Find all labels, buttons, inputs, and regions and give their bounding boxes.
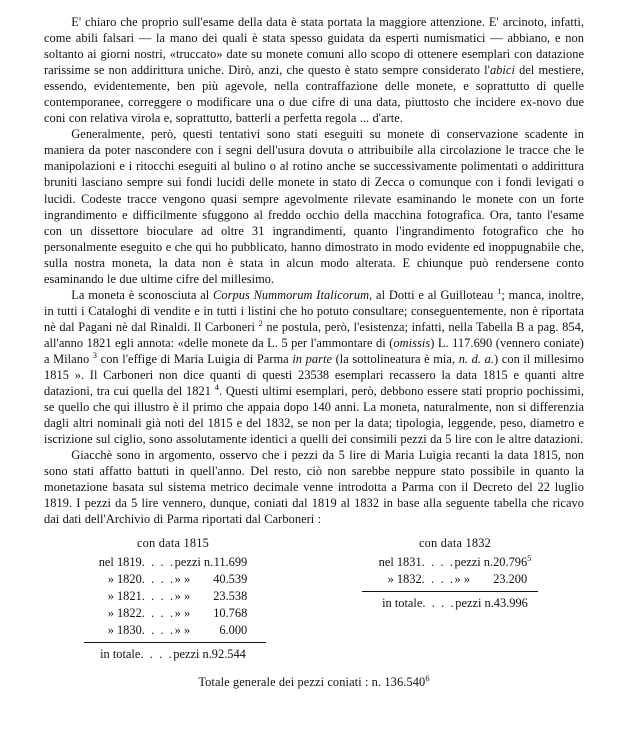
emphasis-in-parte: in parte [292, 351, 333, 366]
row-label: pezzi n. [454, 554, 494, 569]
total-dots: . . . . [140, 647, 174, 662]
footnote-ref-1: 1 [497, 285, 502, 296]
footnote-ref-5: 5 [527, 552, 532, 563]
row-dots: . . . . [141, 589, 175, 604]
table-1832-rows [379, 554, 532, 588]
table-total-row [100, 646, 246, 663]
row-dots: . . . . [141, 571, 175, 586]
row-label: pezzi n. [174, 554, 214, 569]
table-row [99, 622, 248, 639]
row-dots: . . . . [421, 554, 455, 569]
row-label: » » [174, 623, 191, 638]
row-year: » 1830 [107, 623, 142, 638]
table-row [379, 554, 532, 571]
row-value: 6.000 [219, 623, 248, 638]
row-value: 10.768 [213, 606, 248, 621]
table-1815-rule [84, 642, 266, 643]
row-dots: . . . . [141, 623, 175, 638]
row-value: 11.699 [213, 554, 248, 569]
footnote-ref-4: 4 [214, 381, 219, 392]
table-row [99, 571, 248, 588]
table-1832-total [382, 595, 528, 612]
table-1832 [326, 536, 584, 664]
row-year: nel 1819 [98, 554, 142, 569]
row-dots: . . . . [141, 606, 175, 621]
footnote-ref-6: 6 [425, 672, 430, 683]
table-1815-caption: con data 1815 [136, 535, 210, 550]
total-unit: pezzi n. [173, 647, 212, 662]
row-label: » » [174, 606, 191, 621]
total-value: 92.544 [211, 647, 246, 662]
row-year: nel 1831 [378, 554, 422, 569]
row-year: » 1822 [107, 606, 142, 621]
table-row [99, 605, 248, 622]
row-value: 20.796 [493, 554, 528, 569]
paragraph-4: Giacchè sono in argomento, osservo che i pezzi da 5 lire di Maria Luigia recanti la data 1815, non sono stati affatto battuti in quell'anno. Del resto, ciò non sarebbe neppure stato possibile in quanto la monetazione basata sul sistema metrico decimale venne introdotta a Parma con il Decreto del 22 luglio 1819. I pezzi da 5 lire vennero, dunque, coniati dal 1819 al 1832 in base alla seguente tabella che ricavo dai dati dell'Archivio di Parma riportati dal Carboneri : [44, 448, 584, 527]
total-value: 43.996 [493, 596, 528, 611]
paragraph-1: E' chiaro che proprio sull'esame della data è stata portata la maggiore attenzione. E' arcinoto, infatti, come abili falsari — la mano dei quali è stata spesso guidata da esperti numismatici — abbiano, e non soltanto ai giorni nostri, «truccato» date su monete comuni allo scopo di ottenere esemplari con datazione rarissime se non addirittura uniche. Dirò, anzi, che questo è stato sempre considerato l'abici del mestiere, essendo, evidentemente, ben più agevole, nella contraffazione delle monete, e soprattutto di quelle contemporanee, correggere o modificare una o due cifre di una data, piuttosto che incidere ex-novo due coni con relativa virola e, soprattutto, batterli a perfetta regola ... d'arte. [44, 15, 585, 126]
emphasis-omissis: omissis [393, 335, 431, 350]
table-1815-total [100, 646, 246, 663]
paragraph-2: Generalmente, però, questi tentativi sono stati eseguiti su monete di conservazione scadente in maniera da poter nascondere con i segni dell'usura dovuta o attribuibile alla circolazione le tracce che le manipolazioni e i ritocchi eseguiti al bulino o al rotino anche se successivamente polimentati o addirittura bruniti lasciano sempre sui fondi lucidi delle monete in stato di Zecca o comunque con i fondi levigati o lucidi. Codeste tracce vengono quasi sempre agevolmente rilevate esaminando le monete con un forte ingrandimento e difficilmente sfuggono al freddo occhio della macchina fotografica. Ora, tanto l'esame con un dissettore bioculare ad oltre 31 ingrandimenti, quanto l'ingrandimento fotografico che ho personalmente eseguito e che qui ho pubblicato, hanno dimostrato in modo evidente ed inoppugnabile che, sulla nostra moneta, la data non è stata in alcun modo alterata. E chiunque può rendersene conto esaminando le due ultime cifre del millesimo. [44, 127, 584, 286]
row-year: » 1821 [107, 589, 142, 604]
total-dots: . . . . [422, 596, 456, 611]
row-label: » » [174, 571, 191, 586]
emphasis-corpus: Corpus Nummorum Italicorum [213, 287, 370, 302]
table-total-row [382, 595, 528, 612]
table-1832-rule [362, 591, 538, 592]
table-1815-rows [99, 554, 248, 639]
table-1815 [44, 536, 302, 664]
table-row [99, 588, 248, 605]
row-label: » » [454, 571, 471, 586]
row-label: » » [174, 589, 191, 604]
footnote-ref-3: 3 [92, 349, 98, 360]
row-year: » 1820 [107, 571, 142, 586]
row-value: 23.200 [493, 571, 528, 586]
row-year: » 1832 [387, 571, 422, 586]
row-value: 40.539 [213, 571, 248, 586]
total-label: in totale [382, 596, 423, 611]
grand-total-text: Totale generale dei pezzi coniati : n. 136.540 [198, 675, 426, 690]
table-1832-caption: con data 1832 [418, 535, 492, 550]
emphasis-abici: abici [489, 63, 515, 78]
table-row [379, 571, 532, 588]
coinage-tables [44, 536, 584, 664]
paragraph-3: La moneta è sconosciuta al Corpus Nummorum Italicorum, al Dotti e al Guilloteau $^1$; manca, inoltre, in tutti i Cataloghi di vendite e in tutti i listini che ho potuto consultare; conseguentemente, non è riportata nè dal Pagani nè dal Rinaldi. Il Carboneri $^2$ ne postula, però, l'esistenza; infatti, nella Tabella B a pag. 854, all'anno 1821 egli annota: «delle monete da L. 5 per l'ammontare di (omissis) L. 117.690 (vennero coniate) a Milano $^3$ con l'effige di Maria Luigia di Parma in parte (la sottolineatura è mia, n. d. a.) con il millesimo 1815 ». Il Carboneri non dice quanti di questi 23538 esemplari recassero la data 1815 e quanti altre datazioni, tra cui quella del 1821 $^4$. Questi ultimi esemplari, però, debbono essere stati proprio pochissimi, se quello che qui illustro è il primo che appaia dopo 140 anni. La moneta, naturalmente, non si differenzia dagli altri nominali già noti del 1815 e del 1832, se non per la data; tipologia, leggende, peso, diametro e iscrizione sul ciglio, sono assolutamente identici a quelli dei consimili pezzi da 5 lire con le altre datazioni. [44, 285, 584, 447]
total-label: in totale [100, 647, 141, 662]
total-unit: pezzi n. [455, 596, 494, 611]
row-dots: . . . . [421, 571, 455, 586]
footnote-ref-2: 2 [258, 317, 263, 328]
row-value: 23.538 [213, 589, 248, 604]
table-row [99, 554, 248, 571]
grand-total [44, 672, 584, 690]
emphasis-nda: n. d. a. [458, 351, 495, 366]
row-dots: . . . . [141, 554, 175, 569]
